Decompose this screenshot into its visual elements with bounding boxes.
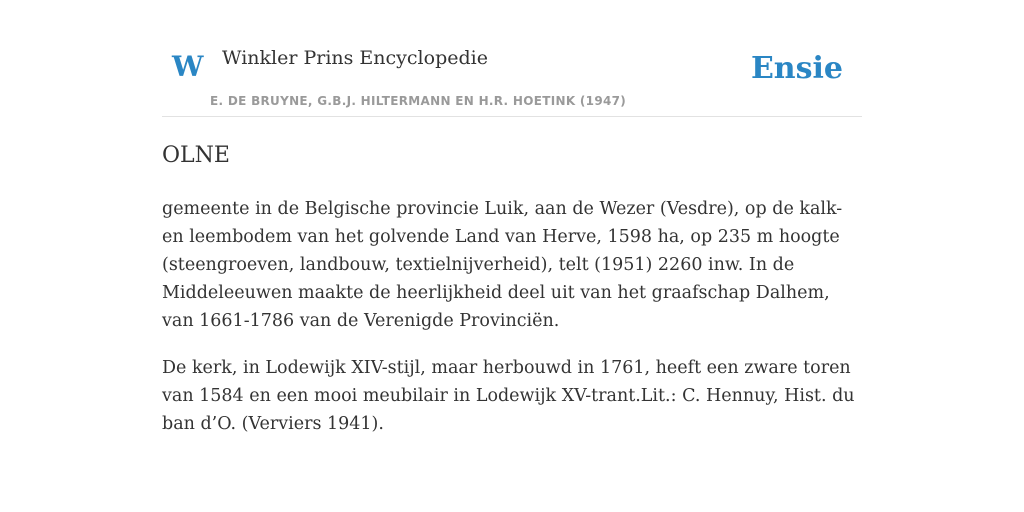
entry-title: OLNE [162,143,230,168]
source-title[interactable]: Winkler Prins Encyclopedie [222,47,488,69]
page [162,0,862,438]
article-paragraph: gemeente in de Belgische provincie Luik, aan de Wezer (Vesdre), op de kalk- en leembodem van het golvende Land van Herve, 1598 ha, op 235 m hoogte (steengroeven, landbouw, textielnijverheid), telt (1951) 2260 inw. In de Middeleeuwen maakte de heerlijkheid deel uit van het graafschap Dalhem, van 1661-1786 van de Verenigde Provinciën. [162,199,843,331]
article [162,141,862,438]
source-header [162,0,862,117]
winkler-prins-logo[interactable]: W [172,50,204,83]
source-authors: E. DE BRUYNE, G.B.J. HILTERMANN EN H.R. HOETINK (1947) [210,94,627,108]
article-paragraph: De kerk, in Lodewijk XIV-stijl, maar herbouwd in 1761, heeft een zware toren van 1584 en een mooi meubilair in Lodewijk XV-trant.Lit.: C. Hennuy, Hist. du ban d’O. (Verviers 1941). [162,358,855,434]
ensie-logo-link[interactable]: Ensie [750,51,843,86]
